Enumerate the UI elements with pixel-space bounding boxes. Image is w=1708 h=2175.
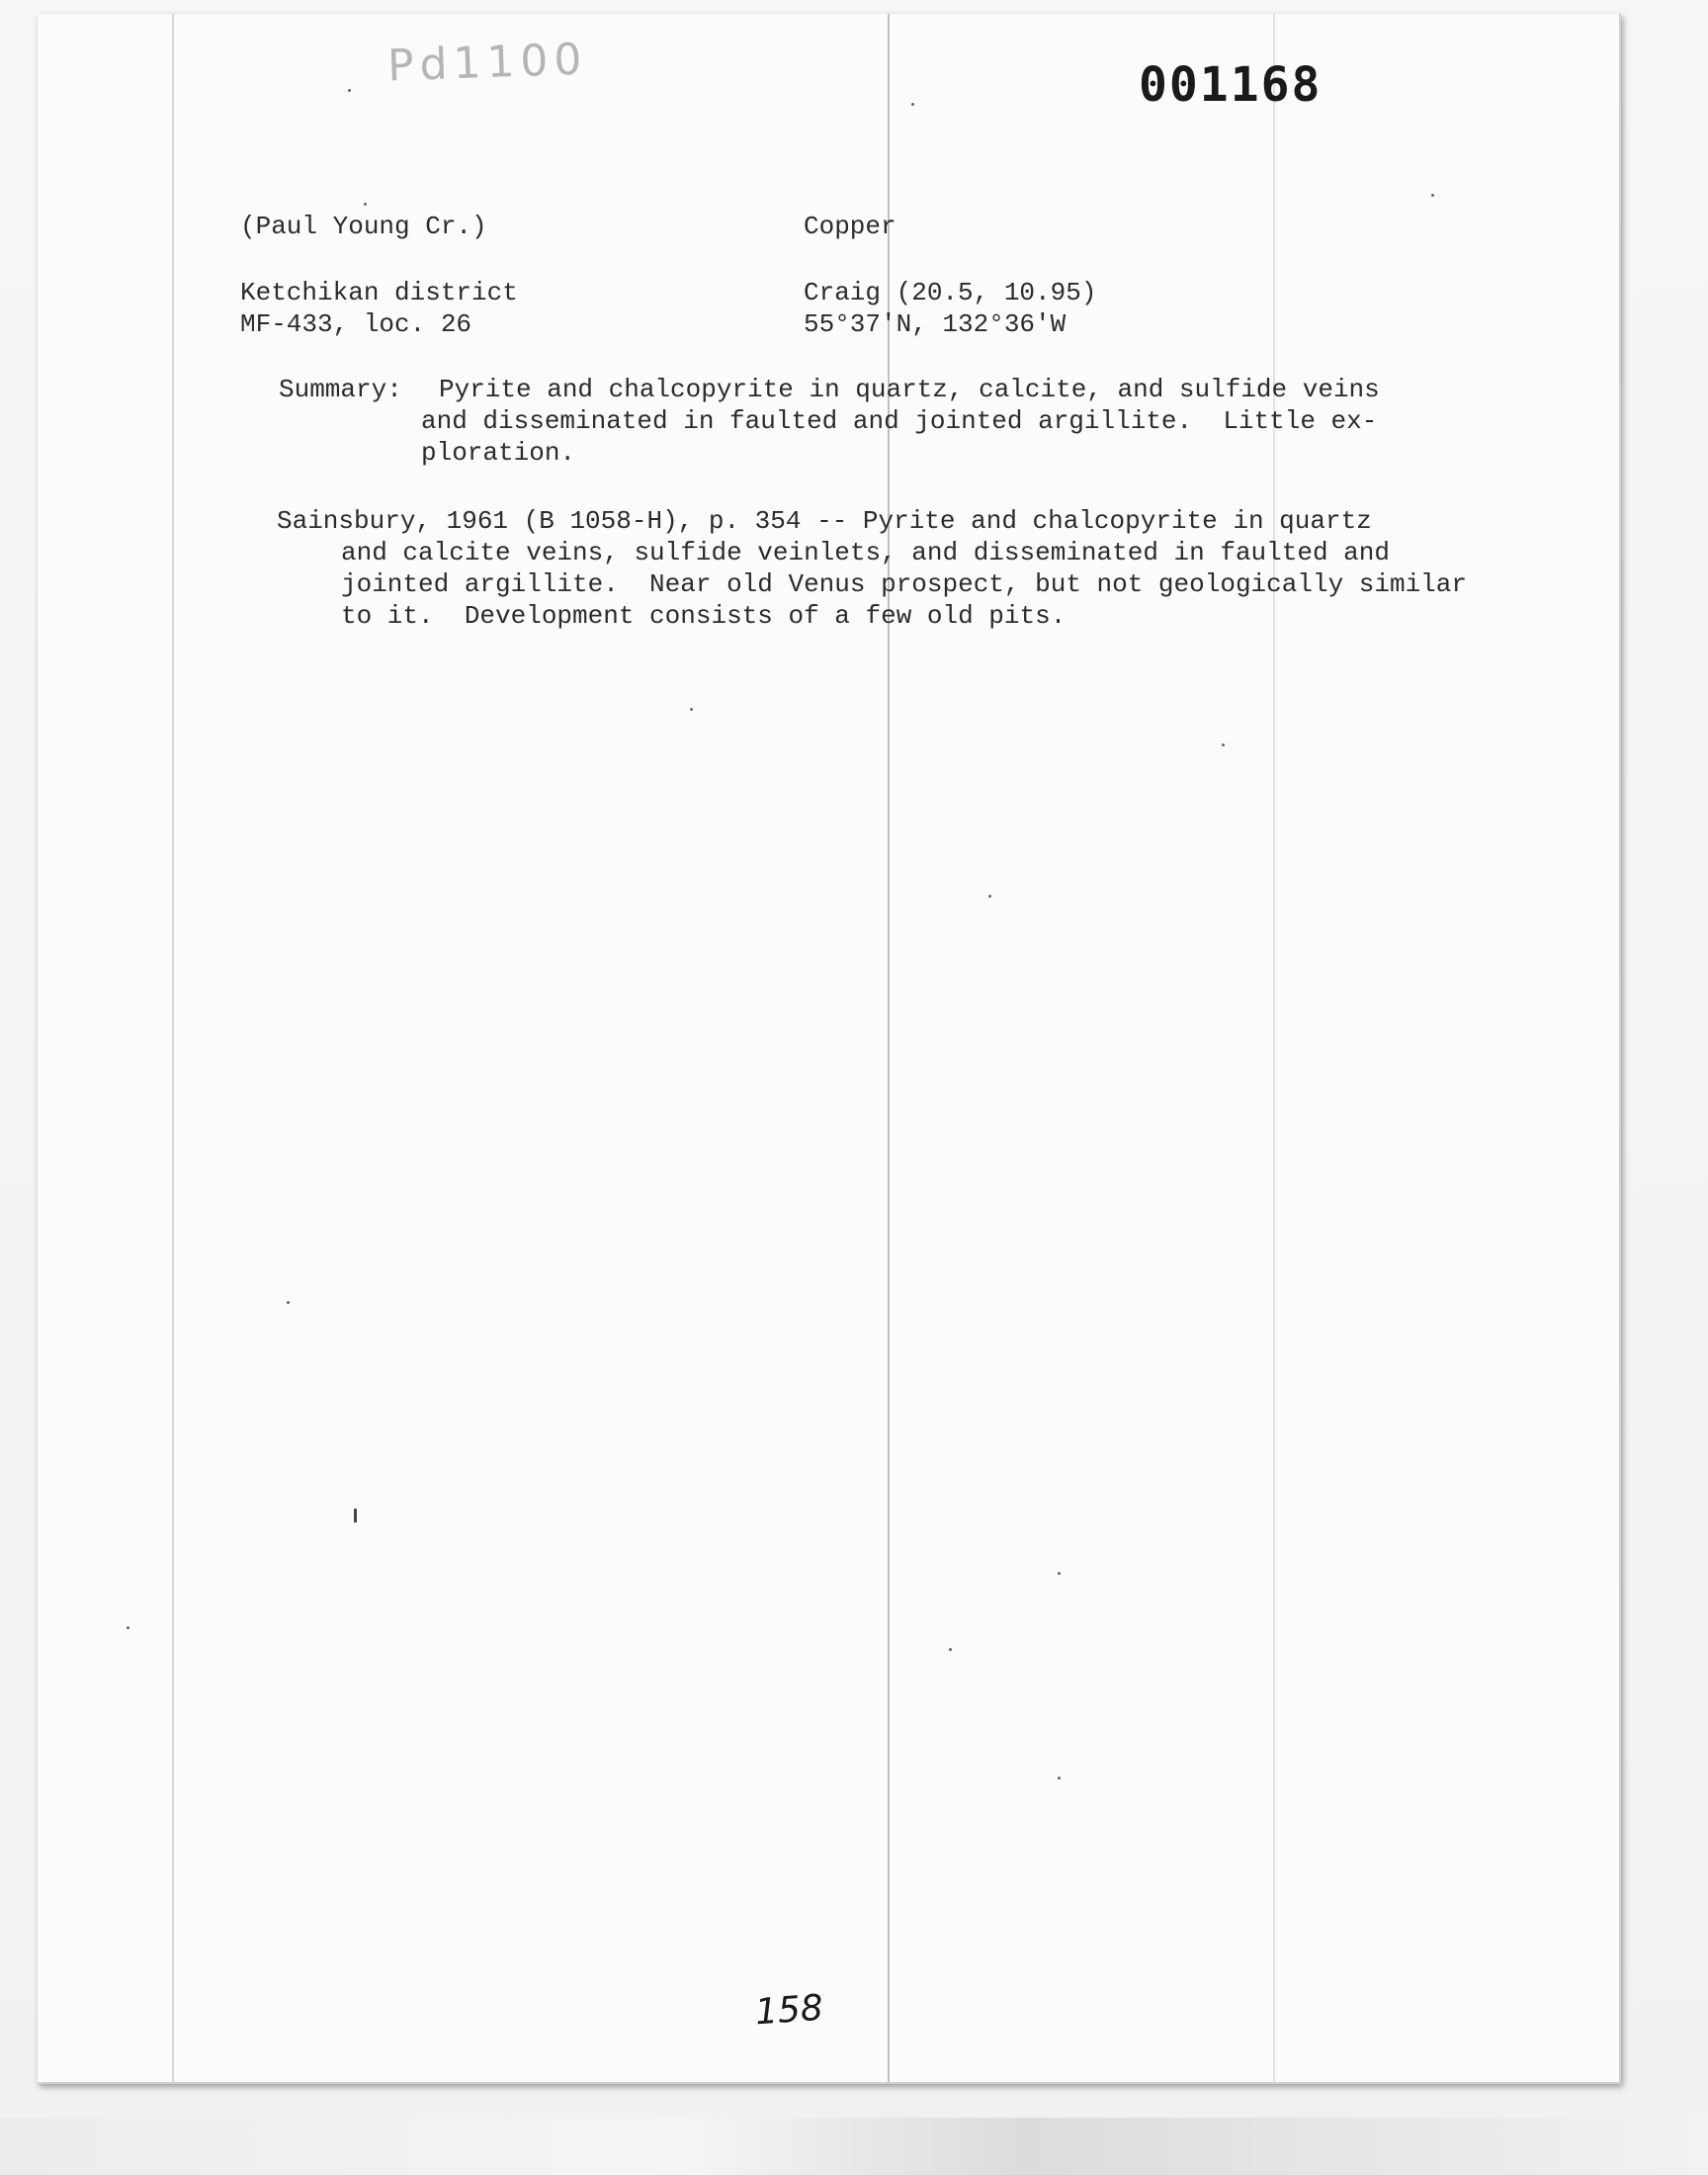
scan-speck xyxy=(949,1648,952,1651)
record-number: 001168 xyxy=(1139,57,1323,113)
scan-speck xyxy=(1058,1777,1061,1780)
scan-speck xyxy=(364,203,367,206)
reference-line: to it. Development consists of a few old pits. xyxy=(341,601,1067,631)
page-number: 158 xyxy=(753,1987,825,2034)
district: Ketchikan district xyxy=(240,278,518,307)
scan-speck xyxy=(1431,194,1434,197)
scan-streak xyxy=(1273,14,1275,2082)
commodity: Copper xyxy=(804,212,897,241)
scanner-edge xyxy=(0,2118,1708,2175)
scan-streak xyxy=(172,14,174,2082)
quadrangle: Craig (20.5, 10.95) xyxy=(804,278,1097,307)
faded-stamp: Pd1100 xyxy=(386,34,589,92)
property-name: (Paul Young Cr.) xyxy=(240,212,487,241)
scan-speck xyxy=(1058,1572,1061,1575)
scan-speck xyxy=(127,1626,129,1629)
summary-line: and disseminated in faulted and jointed argillite. Little ex- xyxy=(421,406,1378,436)
scan-speck xyxy=(348,89,351,92)
scan-speck xyxy=(690,708,693,711)
coordinates: 55°37'N, 132°36'W xyxy=(804,309,1067,339)
summary-label: Summary: xyxy=(279,375,402,404)
scan-speck xyxy=(911,103,914,106)
summary-line: Pyrite and chalcopyrite in quartz, calcite, and sulfide veins xyxy=(439,375,1380,404)
scan-speck xyxy=(287,1301,290,1304)
reference-line: and calcite veins, sulfide veinlets, and disseminated in faulted and xyxy=(341,538,1390,567)
scan-speck xyxy=(1222,743,1225,746)
scan-mark xyxy=(354,1509,357,1522)
map-reference: MF-433, loc. 26 xyxy=(240,309,472,339)
reference-line: Sainsbury, 1961 (B 1058-H), p. 354 -- Pyrite and chalcopyrite in quartz xyxy=(277,506,1372,536)
reference-line: jointed argillite. Near old Venus prospect, but not geologically similar xyxy=(341,569,1467,599)
scan-speck xyxy=(988,895,991,898)
summary-line: ploration. xyxy=(421,438,576,468)
